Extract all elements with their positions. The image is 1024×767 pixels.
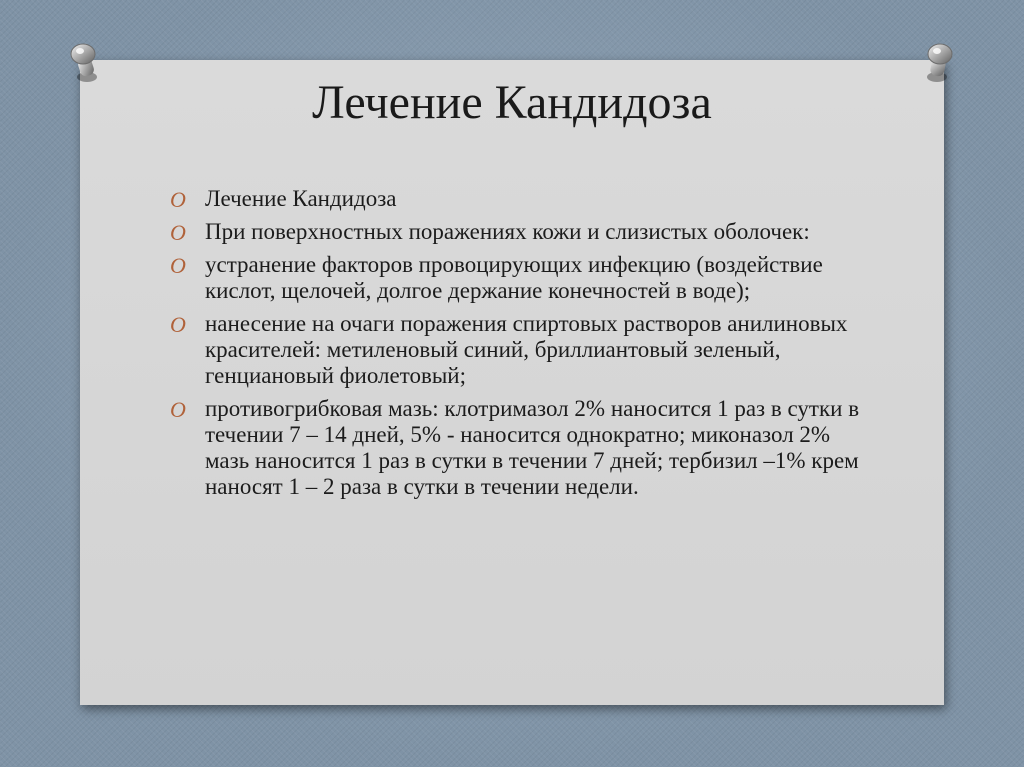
bullet-list xyxy=(170,186,860,507)
bullet-marker-icon: O xyxy=(170,397,186,422)
bullet-marker-icon: O xyxy=(170,312,186,337)
bullet-text: Лечение Кандидоза xyxy=(205,186,397,211)
bullet-marker-icon: O xyxy=(170,187,186,212)
bullet-marker-icon: O xyxy=(170,253,186,278)
slide-title: Лечение Кандидоза xyxy=(312,76,712,129)
bullet-marker-icon: O xyxy=(170,220,186,245)
list-item xyxy=(170,219,860,245)
bullet-text: нанесение на очаги поражения спиртовых растворов анилиновых красителей: метиленовый синий, бриллиантовый зеленый, генциановый фиолетовый; xyxy=(205,311,848,388)
bullet-text: противогрибковая мазь: клотримазол 2% наносится 1 раз в сутки в течении 7 – 14 дней, 5% - наносится однократно; миконазол 2% мазь наносится 1 раз в сутки в течении 7 дней; тербизил –1% крем наносят 1 – 2 раза в сутки в течении недели. xyxy=(205,396,860,499)
bullet-text: При поверхностных поражениях кожи и слизистых оболочек: xyxy=(205,219,810,244)
bullet-text: устранение факторов провоцирующих инфекцию (воздействие кислот, щелочей, долгое держание конечностей в воде); xyxy=(205,252,823,303)
list-item xyxy=(170,396,860,500)
list-item xyxy=(170,186,860,212)
list-item xyxy=(170,252,860,304)
list-item xyxy=(170,311,860,389)
